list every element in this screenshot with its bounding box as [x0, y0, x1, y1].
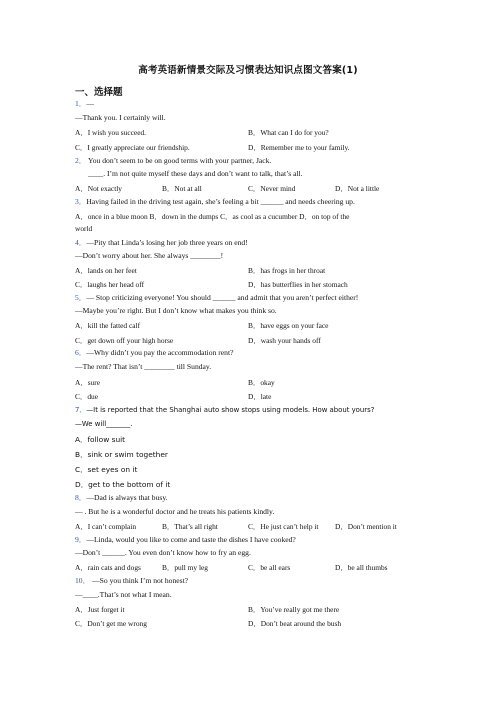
question-1-response: —Thank you. I certainly will.: [75, 113, 166, 122]
question-stem: —So you think I’m not honest?: [90, 576, 189, 585]
option-d[interactable]: D．Don’t mention it: [335, 522, 397, 531]
question-number: 5．: [75, 293, 87, 302]
question-stem: —: [86, 99, 94, 108]
question-number: 2．: [75, 156, 87, 165]
options-row[interactable]: A．once in a blue moon B．down in the dumps C．as cool as a cucumber D．on top of the: [75, 212, 350, 221]
question-number: 1．: [75, 99, 87, 108]
question-6-response: —The rent? That isn’t ________ till Sunday.: [75, 362, 212, 371]
option-c[interactable]: C．due: [75, 392, 98, 401]
question-number: 7．: [75, 406, 87, 414]
question-8: [75, 493, 168, 503]
question-number: 4．: [75, 238, 87, 247]
option-d[interactable]: D．late: [248, 392, 272, 401]
question-7-response: —We will_______.: [75, 420, 133, 428]
question-stem: —It is reported that the Shanghai auto show stops using models. How about yours?: [86, 406, 375, 414]
option-wrap: world: [75, 224, 93, 233]
question-4: [75, 238, 248, 248]
option-c[interactable]: C．He just can’t help it: [248, 522, 319, 531]
option-a[interactable]: A．sure: [75, 378, 101, 387]
option-d[interactable]: D．Don’t beat around the bush: [248, 619, 342, 628]
section-heading: 一、选择题: [75, 87, 123, 98]
question-9: [75, 535, 296, 545]
question-6: [75, 348, 233, 358]
option-a[interactable]: A．I wish you succeed.: [75, 128, 147, 137]
question-5-response: —Maybe you’re right. But I don’t know what makes you think so.: [75, 306, 277, 315]
option-d[interactable]: D．Remember me to your family.: [248, 143, 350, 152]
option-d[interactable]: D．has butterflies in her stomach: [248, 280, 348, 289]
question-7: [75, 405, 374, 415]
option-a[interactable]: A．Just forget it: [75, 605, 125, 614]
question-2-response: ____. I’m not quite myself these days and don’t want to talk, that’s all.: [88, 169, 303, 178]
question-3: [75, 197, 355, 207]
document-title: 高考英语新情景交际及习惯表达知识点图文答案(1): [138, 65, 358, 76]
question-stem: —Why didn’t you pay the accommodation rent?: [86, 348, 234, 357]
option-a[interactable]: A．follow suit: [75, 435, 126, 444]
question-5: [75, 293, 358, 303]
option-c[interactable]: C．set eyes on it: [75, 465, 138, 474]
option-b[interactable]: B．What can I do for you?: [248, 128, 329, 137]
option-b[interactable]: B．have eggs on your face: [248, 321, 329, 330]
option-a[interactable]: A．I can’t complain: [75, 522, 137, 531]
question-stem: —Linda, would you like to come and taste the dishes I have cooked?: [86, 535, 296, 544]
option-b[interactable]: B．Not at all: [162, 184, 202, 193]
option-c[interactable]: C．Don’t get me wrong: [75, 619, 147, 628]
question-1: [75, 99, 94, 109]
question-number: 6．: [75, 348, 87, 357]
question-stem: —Dad is always that busy.: [86, 493, 168, 502]
question-stem: —Pity that Linda’s losing her job three years on end!: [86, 238, 248, 247]
question-number: 8．: [75, 493, 87, 502]
option-b[interactable]: B．has frogs in her throat: [248, 266, 326, 275]
question-10: [75, 576, 188, 586]
option-b[interactable]: B．sink or swim together: [75, 450, 168, 459]
question-number: 3．: [75, 197, 87, 206]
option-c[interactable]: C．Never mind: [248, 184, 296, 193]
option-a[interactable]: A．rain cats and dogs: [75, 563, 141, 572]
option-c[interactable]: C．I greatly appreciate our friendship.: [75, 143, 190, 152]
option-b[interactable]: B．That’s all right: [162, 522, 218, 531]
question-stem: You don’t seem to be on good terms with your partner, Jack.: [86, 156, 272, 165]
option-b[interactable]: B．You’ve really got me there: [248, 605, 340, 614]
question-number: 9．: [75, 535, 87, 544]
question-stem: — Stop criticizing everyone! You should ______ and admit that you aren’t perfect either!: [86, 293, 359, 302]
option-c[interactable]: C．get down off your high horse: [75, 336, 174, 345]
option-b[interactable]: B．pull my leg: [162, 563, 208, 572]
question-9-response: —Don’t ______. You even don’t know how to fry an egg.: [75, 548, 251, 557]
option-d[interactable]: D．wash your hands off: [248, 336, 321, 345]
question-8-response: — . But he is a wonderful doctor and he treats his patients kindly.: [75, 507, 275, 516]
option-b[interactable]: B．okay: [248, 378, 275, 387]
question-10-response: —____.That’s not what I mean.: [75, 590, 172, 599]
option-d[interactable]: D．Not a little: [335, 184, 380, 193]
option-d[interactable]: D．be all thumbs: [335, 563, 388, 572]
option-d[interactable]: D．get to the bottom of it: [75, 480, 171, 489]
option-a[interactable]: A．kill the fatted calf: [75, 321, 141, 330]
question-2: [75, 156, 271, 166]
question-4-response: —Don’t worry about her. She always ________!: [75, 251, 224, 260]
question-number: 10．: [75, 576, 91, 585]
option-a[interactable]: A．lands on her feet: [75, 266, 137, 275]
question-stem: Having failed in the driving test again, she’s feeling a bit ______ and needs cheering up.: [86, 197, 355, 206]
option-c[interactable]: C．be all ears: [248, 563, 291, 572]
option-a[interactable]: A．Not exactly: [75, 184, 122, 193]
option-c[interactable]: C．laughs her head off: [75, 280, 145, 289]
